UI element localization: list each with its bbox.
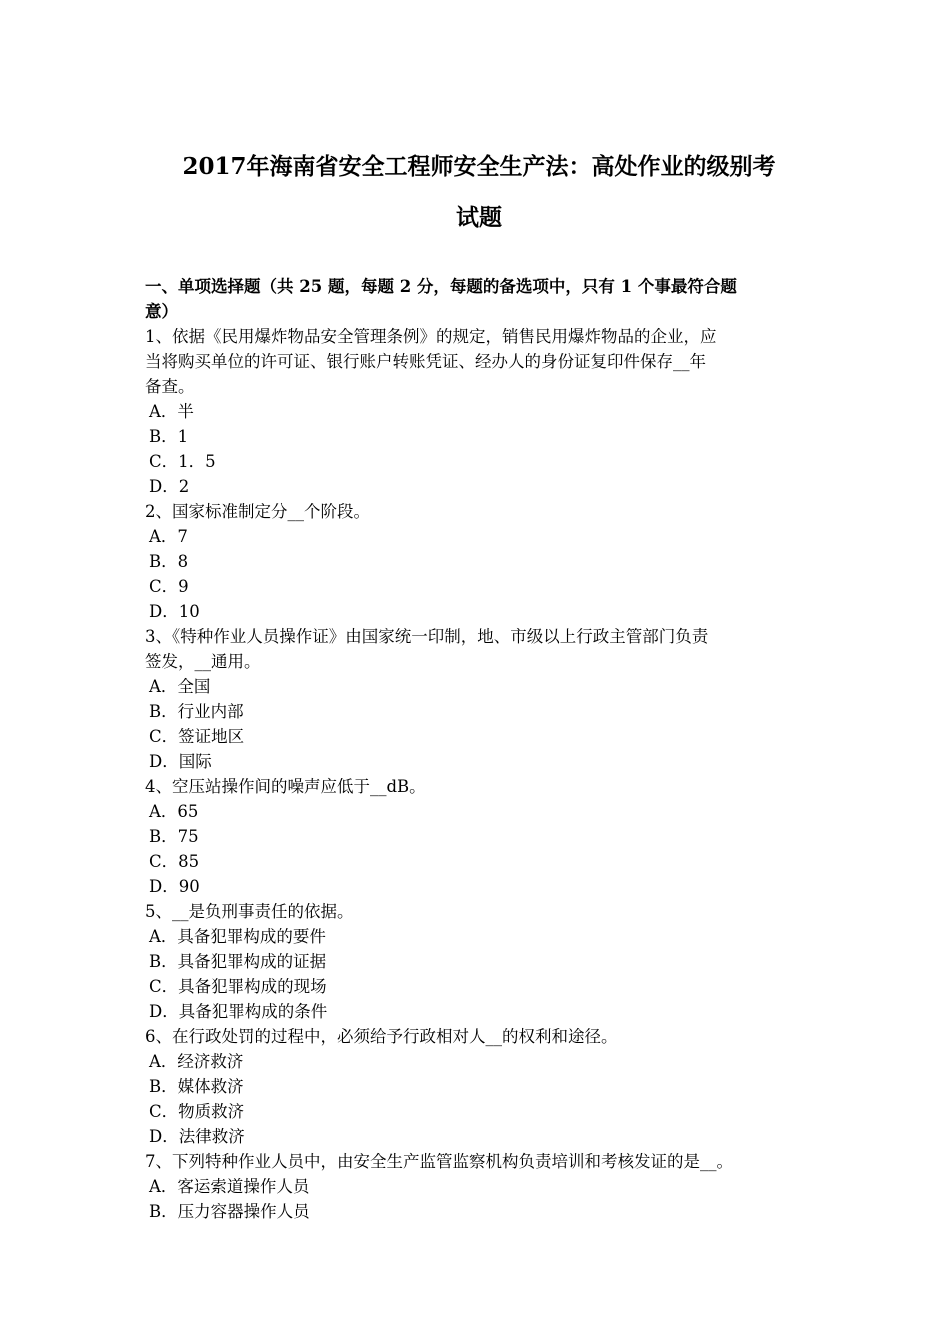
option-b: B．75 — [149, 827, 199, 846]
question-text-line: 2、国家标准制定分__个阶段。 — [145, 502, 370, 521]
option-d: D．法律救济 — [149, 1127, 245, 1146]
option-b: B．1 — [149, 427, 189, 446]
question-text-line: 备查。 — [145, 377, 195, 396]
option-c: C．9 — [149, 577, 189, 596]
question-text-line: 1、依据《民用爆炸物品安全管理条例》的规定，销售民用爆炸物品的企业，应 — [145, 327, 717, 346]
section-heading-line: 一、单项选择题（共 25 题，每题 2 分，每题的备选项中，只有 1 个事最符合题 — [145, 277, 737, 296]
question-1 — [145, 324, 813, 499]
option-a: A．客运索道操作人员 — [149, 1177, 310, 1196]
question-5 — [145, 899, 813, 1024]
option-b: B．压力容器操作人员 — [149, 1202, 310, 1221]
document-content — [145, 274, 813, 1224]
option-d: D．具备犯罪构成的条件 — [149, 1002, 328, 1021]
option-d: D．10 — [149, 602, 200, 621]
option-d: D．90 — [149, 877, 200, 896]
question-text-line: 5、__是负刑事责任的依据。 — [145, 902, 354, 921]
section-heading — [145, 274, 813, 324]
document-title-line-1: 2017年海南省安全工程师安全生产法：高处作业的级别考 — [182, 153, 776, 180]
question-text-line: 7、下列特种作业人员中，由安全生产监管监察机构负责培训和考核发证的是__。 — [145, 1152, 733, 1171]
question-text-line: 签发，__通用。 — [145, 652, 261, 671]
question-text-line: 4、空压站操作间的噪声应低于__dB。 — [145, 777, 426, 796]
option-c: C．85 — [149, 852, 200, 871]
option-b: B．8 — [149, 552, 189, 571]
option-c: C．具备犯罪构成的现场 — [149, 977, 327, 996]
question-3 — [145, 624, 813, 774]
option-d: D．2 — [149, 477, 190, 496]
option-b: B．媒体救济 — [149, 1077, 244, 1096]
section-heading-line: 意） — [145, 302, 178, 321]
option-a: A．具备犯罪构成的要件 — [149, 927, 326, 946]
option-c: C．物质救济 — [149, 1102, 245, 1121]
question-2 — [145, 499, 813, 624]
question-text-line: 3、《特种作业人员操作证》由国家统一印制，地、市级以上行政主管部门负责 — [145, 627, 709, 646]
question-6 — [145, 1024, 813, 1149]
question-7 — [145, 1149, 813, 1224]
option-b: B．行业内部 — [149, 702, 244, 721]
option-a: A．7 — [149, 527, 188, 546]
document-title-line-2: 试题 — [456, 204, 502, 231]
option-a: A．半 — [149, 402, 194, 421]
option-a: A．经济救济 — [149, 1052, 244, 1071]
option-d: D．国际 — [149, 752, 212, 771]
question-text-line: 6、在行政处罚的过程中，必须给予行政相对人__的权利和途径。 — [145, 1027, 618, 1046]
question-4 — [145, 774, 813, 899]
option-a: A．65 — [149, 802, 199, 821]
question-text-line: 当将购买单位的许可证、银行账户转账凭证、经办人的身份证复印件保存__年 — [145, 352, 706, 371]
option-b: B．具备犯罪构成的证据 — [149, 952, 327, 971]
option-a: A．全国 — [149, 677, 211, 696]
option-c: C．1．5 — [149, 452, 216, 471]
option-c: C．签证地区 — [149, 727, 245, 746]
